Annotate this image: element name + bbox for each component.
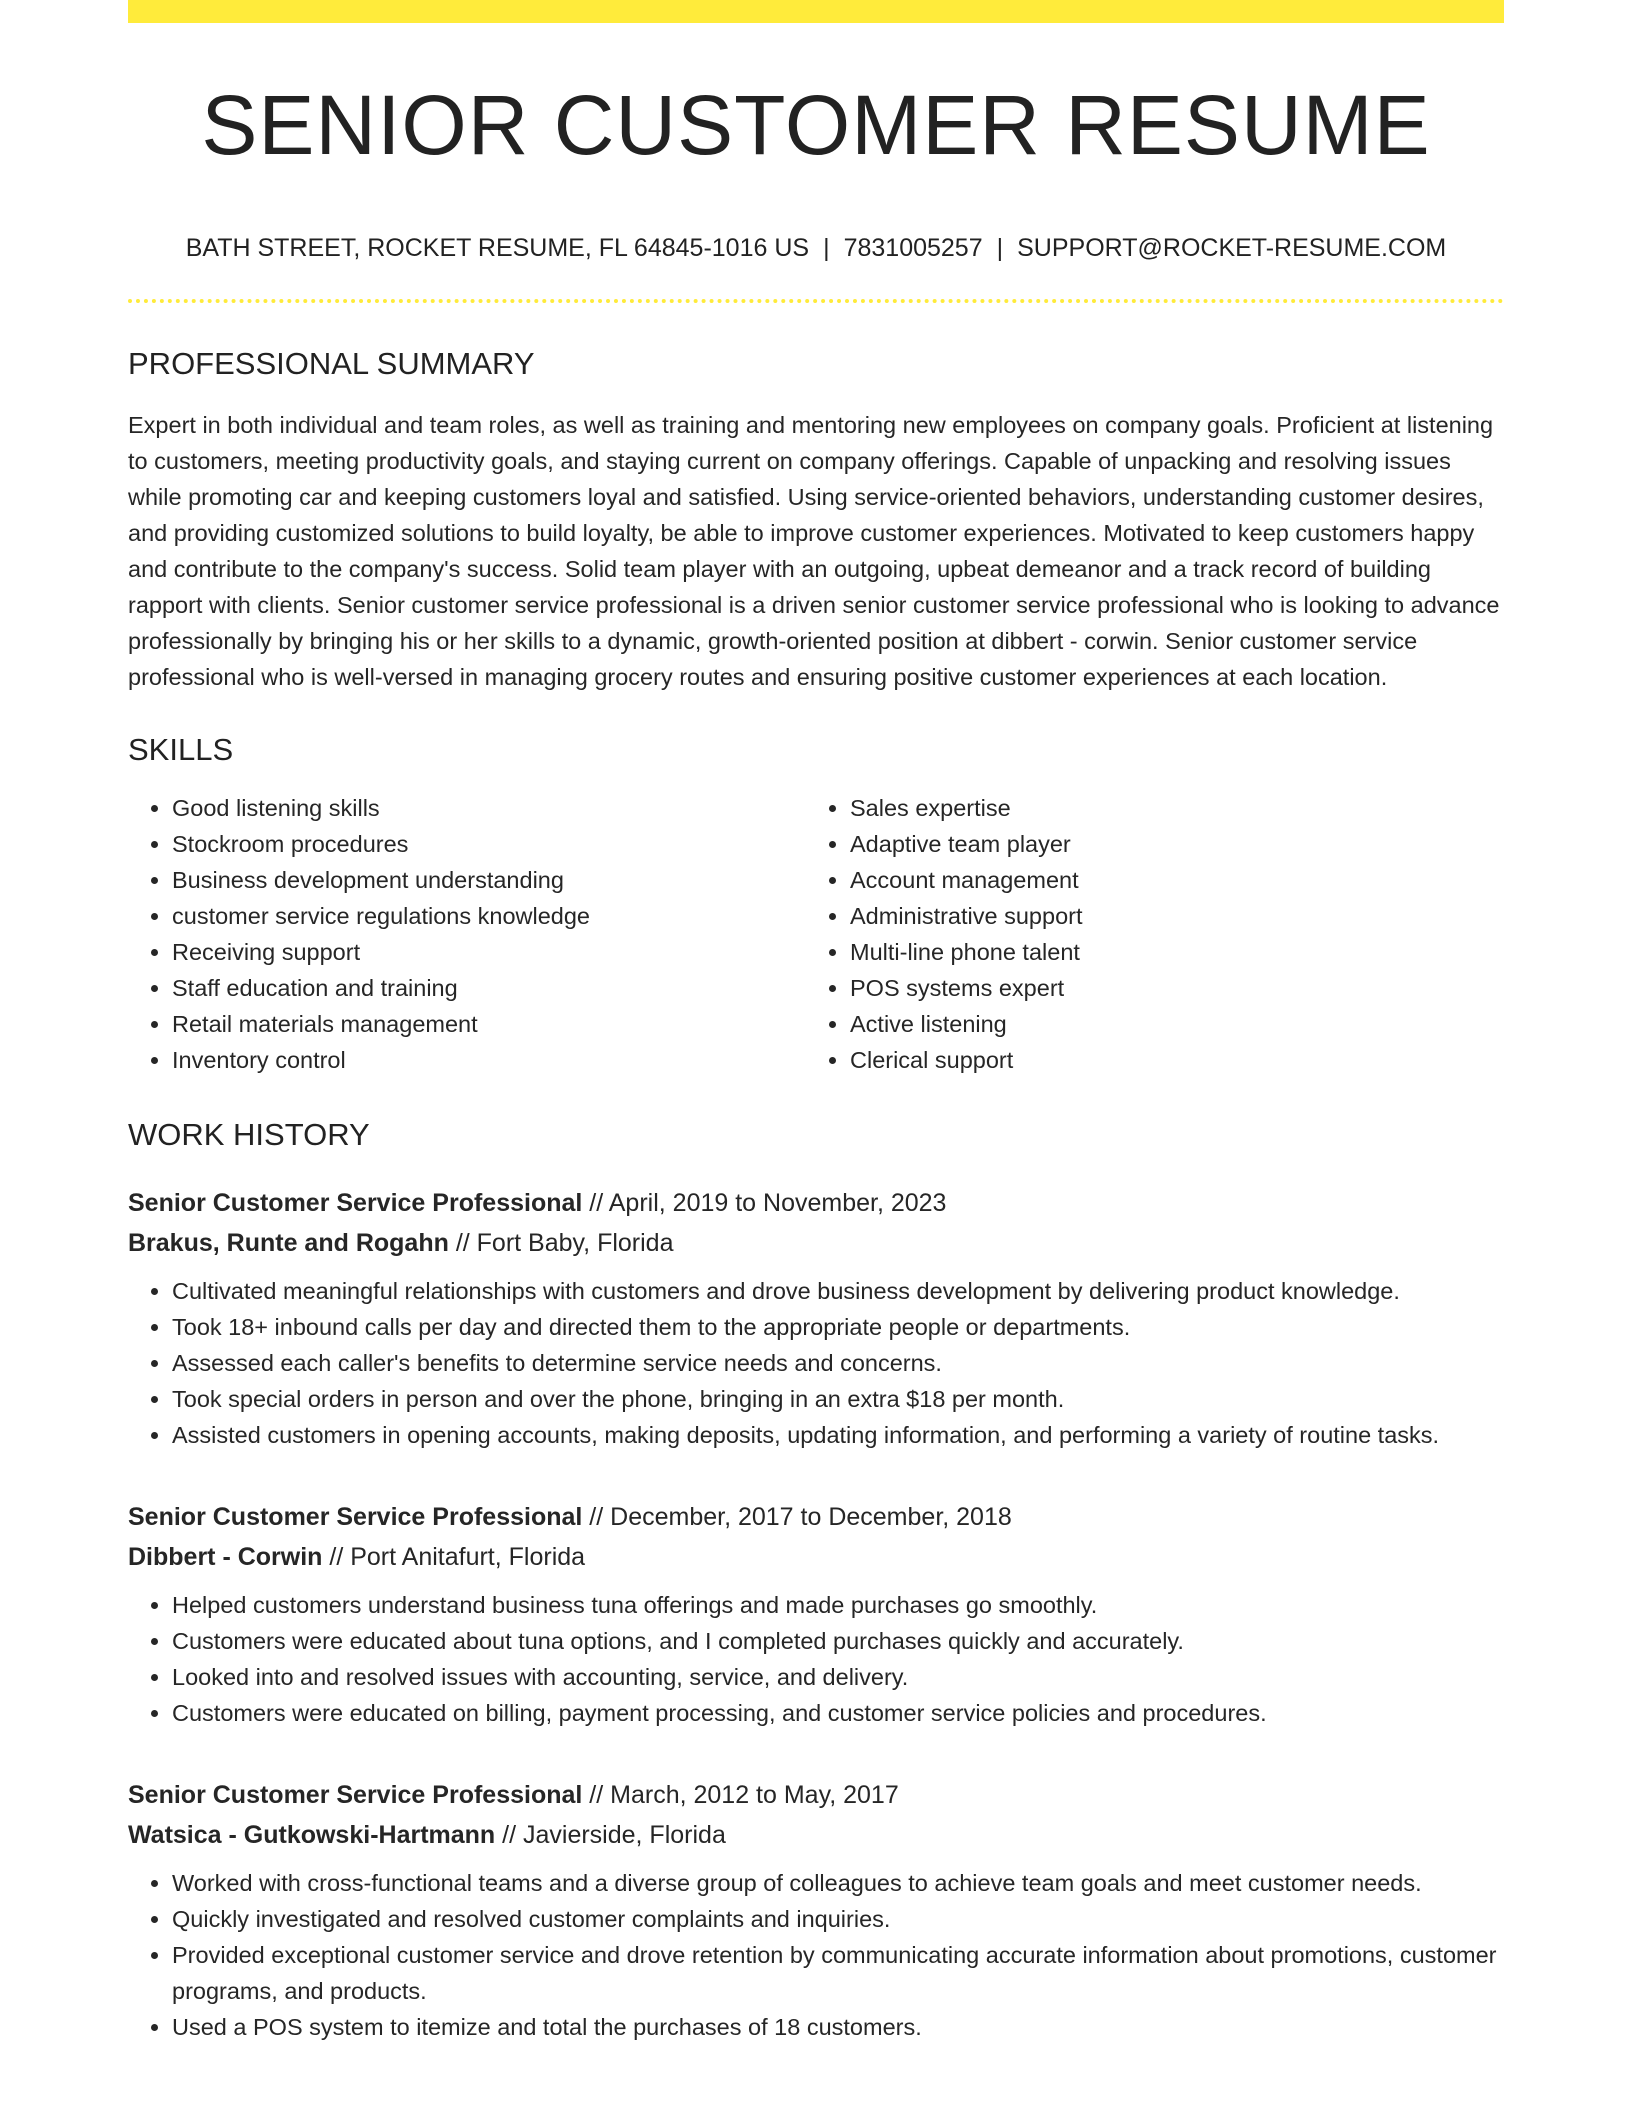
skill-item: • Clerical support bbox=[850, 1042, 1484, 1078]
contact-separator: | bbox=[996, 234, 1004, 263]
job-company-line bbox=[128, 1815, 1504, 1855]
job-bullets bbox=[128, 1587, 1504, 1731]
job-company: Dibbert - Corwin bbox=[128, 1542, 323, 1571]
job-bullet: • Customers were educated about tuna options, and I completed purchases quickly and accurately. bbox=[172, 1623, 1504, 1659]
skill-item: • Active listening bbox=[850, 1006, 1484, 1042]
job-bullet: • Customers were educated on billing, payment processing, and customer service policies and procedures. bbox=[172, 1695, 1504, 1731]
accent-bar bbox=[128, 0, 1504, 23]
job-entry bbox=[128, 1183, 1504, 1453]
skill-item: • Sales expertise bbox=[850, 790, 1484, 826]
job-bullets bbox=[128, 1865, 1504, 2045]
contact-separator: | bbox=[823, 234, 830, 263]
job-bullet: • Assessed each caller's benefits to determine service needs and concerns. bbox=[172, 1345, 1504, 1381]
job-location: // Fort Baby, Florida bbox=[455, 1228, 674, 1257]
skills-list bbox=[128, 790, 1504, 1078]
job-company: Brakus, Runte and Rogahn bbox=[128, 1228, 449, 1257]
job-bullet: • Quickly investigated and resolved customer complaints and inquiries. bbox=[172, 1901, 1504, 1937]
skill-item: • POS systems expert bbox=[850, 970, 1484, 1006]
skills-heading: SKILLS bbox=[128, 731, 234, 767]
job-title: Senior Customer Service Professional bbox=[128, 1188, 583, 1217]
summary-text: Expert in both individual and team roles, as well as training and mentoring new employees on company goals. Proficient at listening to customers, meeting productivity goals, and staying current on company offerings. Capable of unpacking and resolving issues while promoting car and keeping customers loyal and satisfied. Using service-oriented behaviors, understanding customer desires, and providing customized solutions to build loyalty, be able to improve customer experiences. Motivated to keep customers happy and contribute to the company's success. Solid team player with an outgoing, upbeat demeanor and a track record of building rapport with clients. Senior customer service professional is a driven senior customer service professional who is looking to advance professionally by bringing his or her skills to a dynamic, growth-oriented position at dibbert - corwin. Senior customer service professional who is well-versed in managing grocery routes and ensuring positive customer experiences at each location. bbox=[128, 411, 1500, 690]
contact-line bbox=[128, 233, 1504, 263]
job-title-line bbox=[128, 1183, 1504, 1223]
job-bullet: • Took special orders in person and over the phone, bringing in an extra $18 per month. bbox=[172, 1381, 1504, 1417]
job-bullet: • Looked into and resolved issues with accounting, service, and delivery. bbox=[172, 1659, 1504, 1695]
job-bullet: • Cultivated meaningful relationships with customers and drove business development by delivering product knowledge. bbox=[172, 1273, 1504, 1309]
skill-item: • Inventory control bbox=[172, 1042, 806, 1078]
job-company: Watsica - Gutkowski-Hartmann bbox=[128, 1820, 496, 1849]
skill-item: • Multi-line phone talent bbox=[850, 934, 1484, 970]
job-company-line bbox=[128, 1223, 1504, 1263]
skill-item: • customer service regulations knowledge bbox=[172, 898, 806, 934]
skill-item: • Good listening skills bbox=[172, 790, 806, 826]
summary-heading: PROFESSIONAL SUMMARY bbox=[128, 346, 535, 382]
job-bullet: • Used a POS system to itemize and total the purchases of 18 customers. bbox=[172, 2009, 1504, 2045]
job-dates: // December, 2017 to December, 2018 bbox=[589, 1502, 1012, 1531]
skill-item: • Staff education and training bbox=[172, 970, 806, 1006]
job-entry bbox=[128, 1497, 1504, 1731]
job-title-line bbox=[128, 1497, 1504, 1537]
job-title-line bbox=[128, 1775, 1504, 1815]
job-bullet: • Provided exceptional customer service and drove retention by communicating accurate information about promotions, customer programs, and products. bbox=[172, 1937, 1504, 2009]
skill-item: • Business development understanding bbox=[172, 862, 806, 898]
contact-address: BATH STREET, ROCKET RESUME, FL 64845-1016 US bbox=[185, 234, 810, 263]
skills-column-right bbox=[806, 790, 1484, 1078]
job-entry bbox=[128, 1775, 1504, 2045]
contact-phone: 7831005257 bbox=[843, 234, 983, 263]
skill-item: • Adaptive team player bbox=[850, 826, 1484, 862]
job-bullet: • Worked with cross-functional teams and a diverse group of colleagues to achieve team goals and meet customer needs. bbox=[172, 1865, 1504, 1901]
skill-item: • Account management bbox=[850, 862, 1484, 898]
skill-item: • Administrative support bbox=[850, 898, 1484, 934]
job-bullets bbox=[128, 1273, 1504, 1453]
job-location: // Javierside, Florida bbox=[502, 1820, 726, 1849]
job-location: // Port Anitafurt, Florida bbox=[329, 1542, 586, 1571]
job-title: Senior Customer Service Professional bbox=[128, 1502, 583, 1531]
work-history-heading: WORK HISTORY bbox=[128, 1116, 370, 1152]
job-title: Senior Customer Service Professional bbox=[128, 1780, 583, 1809]
job-company-line bbox=[128, 1537, 1504, 1577]
resume-title: SENIOR CUSTOMER RESUME bbox=[201, 78, 1431, 172]
job-bullet: • Helped customers understand business tuna offerings and made purchases go smoothly. bbox=[172, 1587, 1504, 1623]
skills-column-left bbox=[128, 790, 806, 1078]
skill-item: • Retail materials management bbox=[172, 1006, 806, 1042]
resume-page bbox=[128, 0, 1504, 2045]
job-bullet: • Assisted customers in opening accounts, making deposits, updating information, and performing a variety of routine tasks. bbox=[172, 1417, 1504, 1453]
skill-item: • Receiving support bbox=[172, 934, 806, 970]
job-dates: // March, 2012 to May, 2017 bbox=[589, 1780, 899, 1809]
dotted-divider bbox=[128, 299, 1504, 303]
job-dates: // April, 2019 to November, 2023 bbox=[589, 1188, 947, 1217]
contact-email: SUPPORT@ROCKET-RESUME.COM bbox=[1017, 234, 1447, 263]
skill-item: • Stockroom procedures bbox=[172, 826, 806, 862]
job-bullet: • Took 18+ inbound calls per day and directed them to the appropriate people or departments. bbox=[172, 1309, 1504, 1345]
